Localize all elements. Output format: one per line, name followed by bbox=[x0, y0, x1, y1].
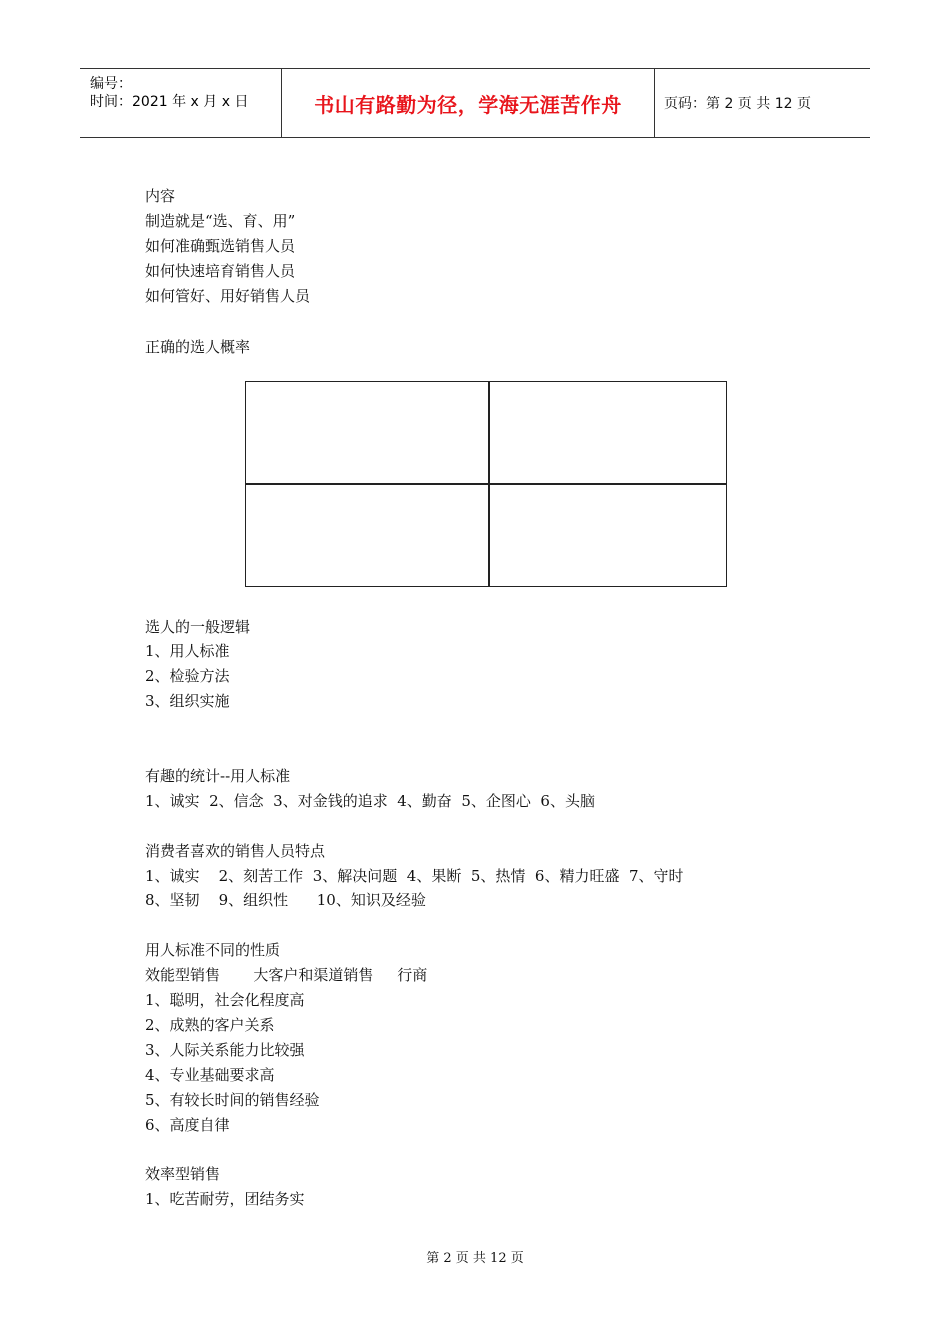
header-motto: 书山有路勤为径，学海无涯苦作舟 bbox=[314, 92, 622, 117]
list-item: 8、坚韧 9、组织性 10、知识及经验 bbox=[145, 891, 426, 909]
list-item: 1、诚实 2、信念 3、对金钱的追求 4、勤奋 5、企图心 6、头脑 bbox=[145, 792, 595, 810]
list-item: 1、用人标准 bbox=[145, 642, 230, 660]
grid-horizontal-divider bbox=[246, 483, 726, 485]
content-line: 如何快速培育销售人员 bbox=[145, 262, 296, 280]
list-item: 6、高度自律 bbox=[145, 1116, 230, 1134]
content-line: 制造就是“选、育、用” bbox=[145, 212, 296, 230]
list-item: 2、成熟的客户关系 bbox=[145, 1016, 275, 1034]
header-motto-cell bbox=[281, 69, 655, 137]
empty-quadrant-grid bbox=[245, 381, 727, 587]
content-line: 如何管好、用好销售人员 bbox=[145, 287, 311, 305]
header-page-info: 页码：第 2 页 共 12 页 bbox=[664, 96, 811, 112]
document-date-label: 时间：2021 年 x 月 x 日 bbox=[90, 94, 249, 110]
header-meta-cell bbox=[80, 69, 280, 137]
document-number-label: 编号： bbox=[90, 76, 132, 92]
section-heading-statistics: 有趣的统计--用人标准 bbox=[145, 767, 291, 785]
content-line: 如何准确甄选销售人员 bbox=[145, 237, 296, 255]
section-heading-selection-logic: 选人的一般逻辑 bbox=[145, 618, 251, 636]
sales-type-row: 效能型销售 大客户和渠道销售 行商 bbox=[145, 966, 428, 984]
list-item: 3、组织实施 bbox=[145, 692, 230, 710]
section-heading-selection-probability: 正确的选人概率 bbox=[145, 338, 251, 356]
list-item: 4、专业基础要求高 bbox=[145, 1066, 275, 1084]
list-item: 5、有较长时间的销售经验 bbox=[145, 1091, 320, 1109]
section-heading-efficiency-sales: 效率型销售 bbox=[145, 1165, 221, 1183]
list-item: 2、检验方法 bbox=[145, 667, 230, 685]
list-item: 1、聪明，社会化程度高 bbox=[145, 991, 305, 1009]
list-item: 1、吃苦耐劳，团结务实 bbox=[145, 1190, 305, 1208]
section-heading-standard-types: 用人标准不同的性质 bbox=[145, 941, 281, 959]
section-heading-consumer-preferences: 消费者喜欢的销售人员特点 bbox=[145, 842, 326, 860]
page-footer: 第 2 页 共 12 页 bbox=[426, 1251, 524, 1266]
header-page-cell bbox=[654, 69, 870, 137]
section-heading-contents: 内容 bbox=[145, 187, 176, 205]
list-item: 3、人际关系能力比较强 bbox=[145, 1041, 305, 1059]
page-header bbox=[80, 68, 870, 138]
list-item: 1、诚实 2、刻苦工作 3、解决问题 4、果断 5、热情 6、精力旺盛 7、守时 bbox=[145, 867, 684, 885]
